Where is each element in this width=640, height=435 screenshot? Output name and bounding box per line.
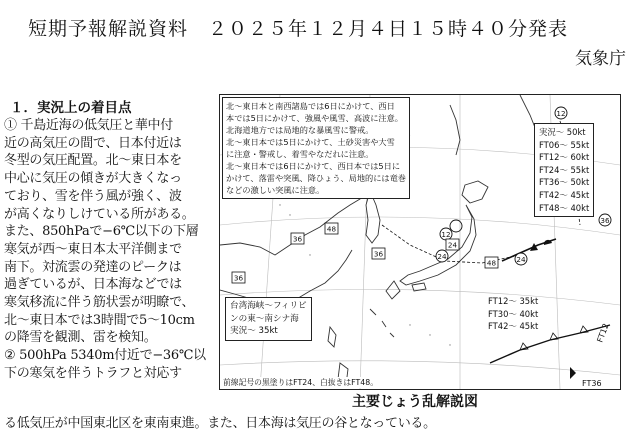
section-body <box>4 117 218 383</box>
wind-line: 実況～ 50kt <box>539 127 586 137</box>
wind-line: FT48～ 40kt <box>539 202 590 213</box>
body-line: 南下。対流雲の発達のピークは <box>4 259 182 275</box>
box-label: 36 <box>233 273 244 283</box>
wind-line: FT06～ 55kt <box>539 139 590 150</box>
body-line: 寒気が西～東日本太平洋側まで <box>4 241 182 257</box>
body-line: また、850hPaで−6℃以下の下層 <box>4 224 199 240</box>
box-label: 48 <box>486 258 497 268</box>
ft-line: FT12～ 35kt <box>488 296 539 306</box>
callout-line: 北～東日本では5日にかけて、土砂災害や大雪 <box>226 137 395 147</box>
taiwan-line: 実況～ 35kt <box>230 326 278 336</box>
ft-line: FT42～ 45kt <box>488 321 539 331</box>
wind-speed-callout <box>534 123 594 217</box>
body-line: ② 500hPa 5340m付近で−36℃以 <box>4 348 206 364</box>
box-label: 48 <box>326 224 337 234</box>
body-line: ており、雪を伴う風が強く、波 <box>4 188 182 204</box>
callout-line: に注意・警戒し、着雪やなだれに注意。 <box>226 149 374 159</box>
callout-line: かけて、落雷や突風、降ひょう、局地的には竜巻 <box>226 173 406 183</box>
box-label: 36 <box>292 234 303 244</box>
body-line: 下の寒気を伴うトラフと対応す <box>4 365 182 381</box>
taiwan-strait-callout <box>225 297 312 341</box>
body-line-full-width: る低気圧が中国東北区を東南東進。また、日本海は気圧の谷となっている。 <box>4 416 436 431</box>
body-line: ① 千島近海の低気圧と華中付 <box>4 118 173 133</box>
box-label: 24 <box>447 240 458 250</box>
ft-line: FT30～ 40kt <box>488 308 539 319</box>
wind-line: FT24～ 55kt <box>539 164 590 175</box>
body-line: 過ぎているが、日本海などでは <box>4 277 182 293</box>
warning-callout <box>222 97 410 199</box>
wind-line: FT12～ 60kt <box>539 152 590 163</box>
section-heading: １．実況上の着目点 <box>10 100 132 116</box>
body-line: が高くなりしけている所がある。 <box>4 206 195 222</box>
wind-line: FT42～ 45kt <box>539 189 590 200</box>
ft-marker-label: FT12 <box>595 322 611 344</box>
circle-label: 36 <box>600 216 610 225</box>
body-line: 北～東日本では3時間で5～10cm <box>4 312 195 328</box>
circle-label: 24 <box>516 255 526 264</box>
circle-label: 12 <box>556 109 566 118</box>
ft-wind-list <box>488 295 538 333</box>
circle-label: 12 <box>441 230 451 239</box>
issuing-agency: 気象庁 <box>575 49 626 69</box>
ft-marker-label: FT36 <box>582 379 602 388</box>
body-line: 寒気移流に伴う筋状雲が明瞭で、 <box>4 295 195 311</box>
body-line: 中心に気圧の傾きが大きくなっ <box>4 171 182 187</box>
taiwan-line: 台湾海峡～フィリピ <box>230 301 307 311</box>
callout-line: 本では5日にかけて、強風や風雪、高波に注意。 <box>226 113 403 123</box>
callout-line: 北～東日本と南西諸島では6日にかけて、西日 <box>226 101 395 111</box>
front-triangle <box>570 367 576 379</box>
body-line: 近の高気圧の間で、日本付近は <box>4 135 182 151</box>
front-legend-note: 前線記号の黒塗りはFT24、白抜きはFT48。 <box>223 378 379 387</box>
body-line: の降雪を観測、雷を検知。 <box>4 330 157 346</box>
callout-line: などの激しい突風に注意。 <box>226 185 325 195</box>
callout-line: 北海道地方では局地的な暴風雪に警戒。 <box>226 125 374 135</box>
document-title: 短期予報解説資料 ２０２５年１２月４日１５時４０分発表 <box>28 18 569 40</box>
wind-line: FT36～ 50kt <box>539 177 590 188</box>
box-label: 36 <box>373 249 384 259</box>
map-caption: 主要じょう乱解説図 <box>352 394 478 410</box>
circle-label: 24 <box>437 252 447 261</box>
body-line: 冬型の気圧配置。北～東日本を <box>4 153 182 169</box>
weather-map-panel <box>219 94 621 390</box>
taiwan-line: ンの東～南シナ海 <box>230 313 299 324</box>
callout-line: 北～東日本では6日にかけて、西日本では5日に <box>226 161 401 171</box>
